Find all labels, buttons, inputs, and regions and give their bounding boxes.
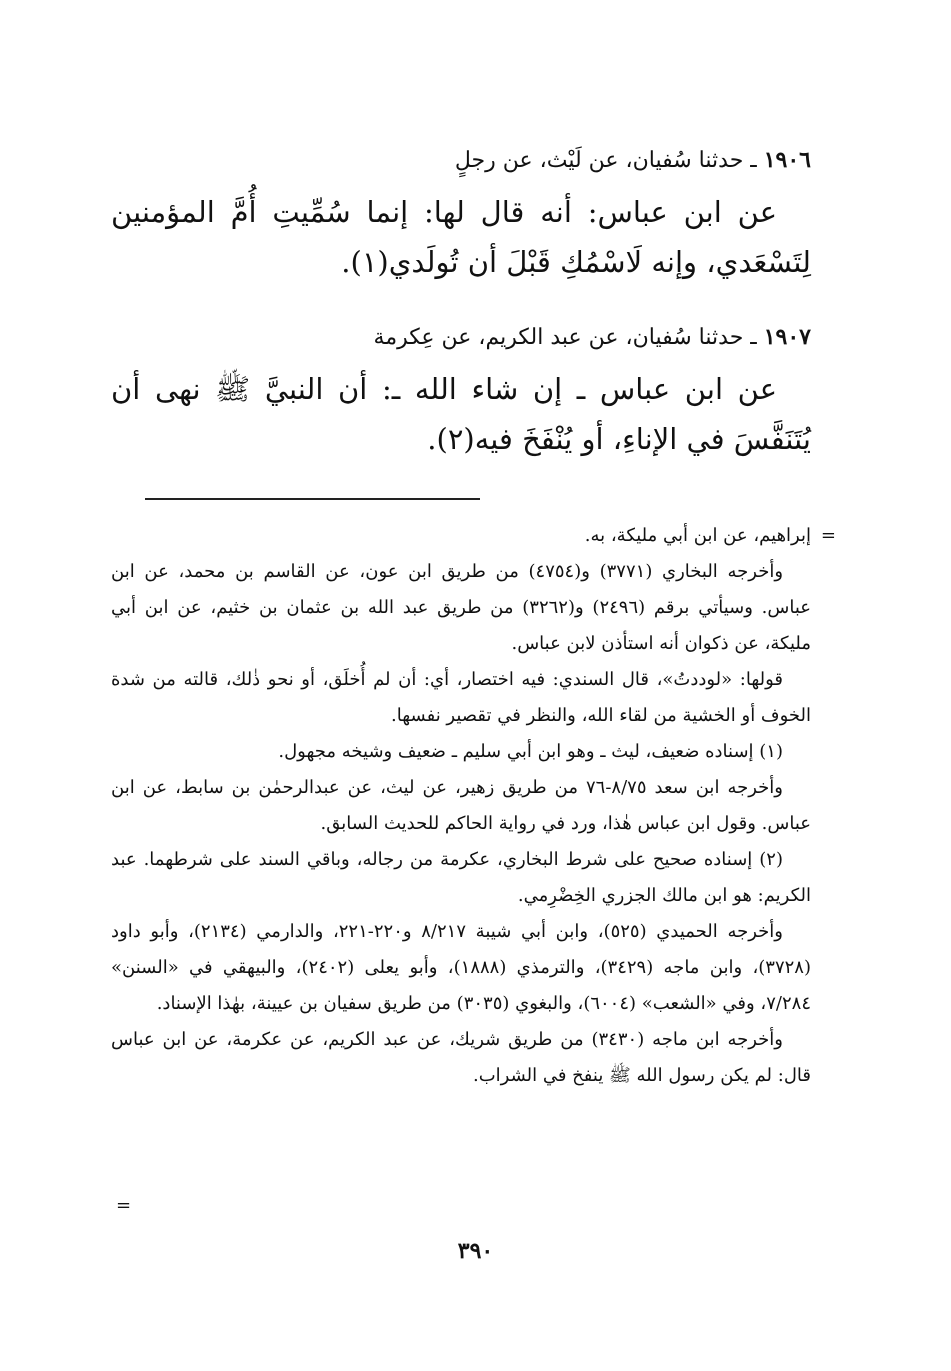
- hadith-1907-isnad: [111, 317, 811, 358]
- continuation-marker-bottom: =: [116, 1195, 132, 1216]
- footnotes: [111, 518, 811, 1094]
- page-number: ٣٩٠: [457, 1238, 494, 1264]
- main-text: [111, 140, 811, 494]
- hadith-number: ١٩٠٦: [763, 147, 811, 173]
- continuation-marker-top: =: [820, 525, 836, 546]
- hadith-number: ١٩٠٧: [763, 324, 811, 350]
- footnote-line: وأخرجه البخاري (٣٧٧١) و(٤٧٥٤) من طريق ابن عون، عن القاسم بن محمد، عن ابن عباس. وسيأتي برقم (٢٤٩٦) و(٣٢٦٢) من طريق عبد الله بن عثمان بن خثيم، عن ابن أبي مليكة، عن ذكوان أنه استأذن لابن عباس.: [111, 561, 811, 654]
- footnote-1: (١) إسناده ضعيف، ليث ـ وهو ابن أبي سليم ـ ضعيف وشيخه مجهول.: [278, 741, 783, 762]
- isnad-text: ـ حدثنا سُفيان، عن لَيْث، عن رجلٍ: [454, 148, 757, 173]
- footnote-line: وأخرجه الحميدي (٥٢٥)، وابن أبي شيبة ٨/٢١٧ و٢٢٠-٢٢١، والدارمي (٢١٣٤)، وأبو داود (٣٧٢٨)، وابن ماجه (٣٤٢٩)، والترمذي (١٨٨٨)، وأبو يعلى (٢٤٠٢)، والبيهقي في «السنن» ٧/٢٨٤، وفي «الشعب» (٦٠٠٤)، والبغوي (٣٠٣٥) من طريق سفيان بن عيينة، بهٰذا الإسناد.: [111, 921, 811, 1014]
- footnote-line: وأخرجه ابن سعد ٨/٧٥-٧٦ من طريق زهير، عن ليث، عن عبدالرحمٰن بن سابط، عن ابن عباس. وقول ابن عباس هٰذا، ورد في رواية الحاكم للحديث السابق.: [111, 777, 811, 834]
- footnote-separator: [145, 498, 480, 500]
- isnad-text: ـ حدثنا سُفيان، عن عبد الكريم، عن عِكرمة: [373, 325, 757, 350]
- footnote-line: إبراهيم، عن ابن أبي مليكة، به.: [584, 525, 811, 546]
- footnote-2: (٢) إسناده صحيح على شرط البخاري، عكرمة من رجاله، وباقي السند على شرطهما. عبد الكريم: هو ابن مالك الجزري الخِضْرِمي.: [111, 849, 811, 906]
- hadith-1906-isnad: [111, 140, 811, 181]
- footnote-line: وأخرجه ابن ماجه (٣٤٣٠) من طريق شريك، عن عبد الكريم، عن عكرمة، عن ابن عباس قال: لم يكن رسول الله ﷺ ينفخ في الشراب.: [111, 1029, 811, 1086]
- footnote-line: قولها: «لوددتُ»، قال السندي: فيه اختصار، أي: أن لم أُخلَق، أو نحو ذٰلك، قالته من شدة الخوف أو الخشية من لقاء الله، والنظر في تقصير نفسها.: [111, 669, 811, 726]
- hadith-1907-matn: عن ابن عباس ـ إن شاء الله ـ: أن النبيَّ ﷺ نهى أن يُتَنَفَّسَ في الإناءِ، أو يُنْفَخَ فيه(٢).: [111, 372, 811, 456]
- hadith-1906-matn: عن ابن عباس: أنه قال لها: إنما سُمِّيتِ أُمَّ المؤمنين لِتَسْعَدي، وإنه لَاسْمُكِ قَبْلَ أن تُولَدي(١).: [111, 195, 811, 279]
